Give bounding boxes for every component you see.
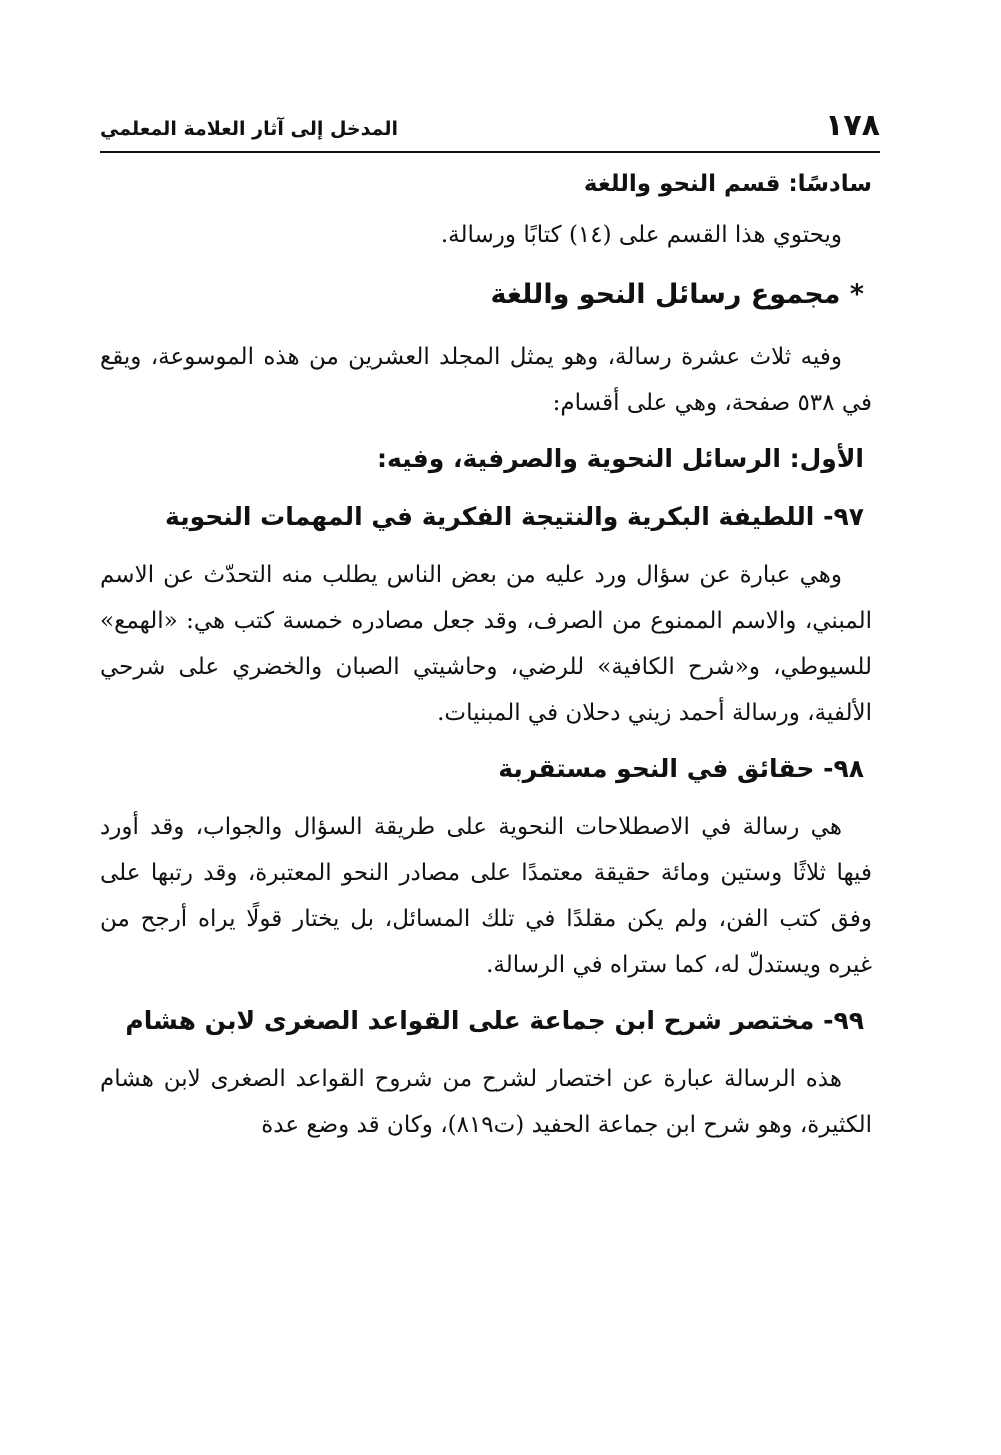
item-text-97: وهي عبارة عن سؤال ورد عليه من بعض الناس يطلب منه التحدّث عن الاسم المبني، والاسم الممنوع من الصرف، وقد جعل مصادره خمسة كتب هي: «الهمع» للسيوطي، و«شرح الكافية» للرضي، وحاشيتي الصبان والخضري على شرحي الألفية، ورسالة أحمد زيني دحلان في المبنيات. bbox=[100, 562, 872, 726]
section-title: سادسًا: قسم النحو واللغة bbox=[583, 171, 872, 197]
item-heading-97: ٩٧- اللطيفة البكرية والنتيجة الفكرية في المهمات النحوية bbox=[165, 502, 864, 531]
item-heading-99: ٩٩- مختصر شرح ابن جماعة على القواعد الصغرى لابن هشام bbox=[125, 1006, 864, 1035]
collection-heading: * مجموع رسائل النحو واللغة bbox=[490, 279, 864, 310]
section-intro: ويحتوي هذا القسم على (١٤) كتابًا ورسالة. bbox=[440, 222, 842, 248]
page-number: ١٧٨ bbox=[825, 108, 880, 143]
item-text-99: هذه الرسالة عبارة عن اختصار لشرح من شروح القواعد الصغرى لابن هشام الكثيرة، وهو شرح ابن جماعة الحفيد (ت٨١٩)، وكان قد وضع عدة bbox=[100, 1066, 872, 1138]
item-heading-98: ٩٨- حقائق في النحو مستقربة bbox=[498, 754, 864, 783]
header-divider bbox=[100, 151, 880, 153]
collection-description: وفيه ثلاث عشرة رسالة، وهو يمثل المجلد العشرين من هذه الموسوعة، ويقع في ٥٣٨ صفحة، وهي على أقسام: bbox=[100, 344, 872, 416]
page-header bbox=[100, 108, 880, 152]
item-text-98: هي رسالة في الاصطلاحات النحوية على طريقة السؤال والجواب، وقد أورد فيها ثلاثًا وستين ومائة حقيقة معتمدًا على مصادر النحو المعتبرة، وقد رتبها على وفق كتب الفن، ولم يكن مقلدًا في تلك المسائل، بل يختار قولًا يراه أرجح من غيره ويستدلّ له، كما ستراه في الرسالة. bbox=[100, 814, 872, 978]
part-heading: الأول: الرسائل النحوية والصرفية، وفيه: bbox=[377, 444, 864, 473]
page-content bbox=[100, 160, 872, 1156]
running-title: المدخل إلى آثار العلامة المعلمي bbox=[100, 118, 398, 140]
